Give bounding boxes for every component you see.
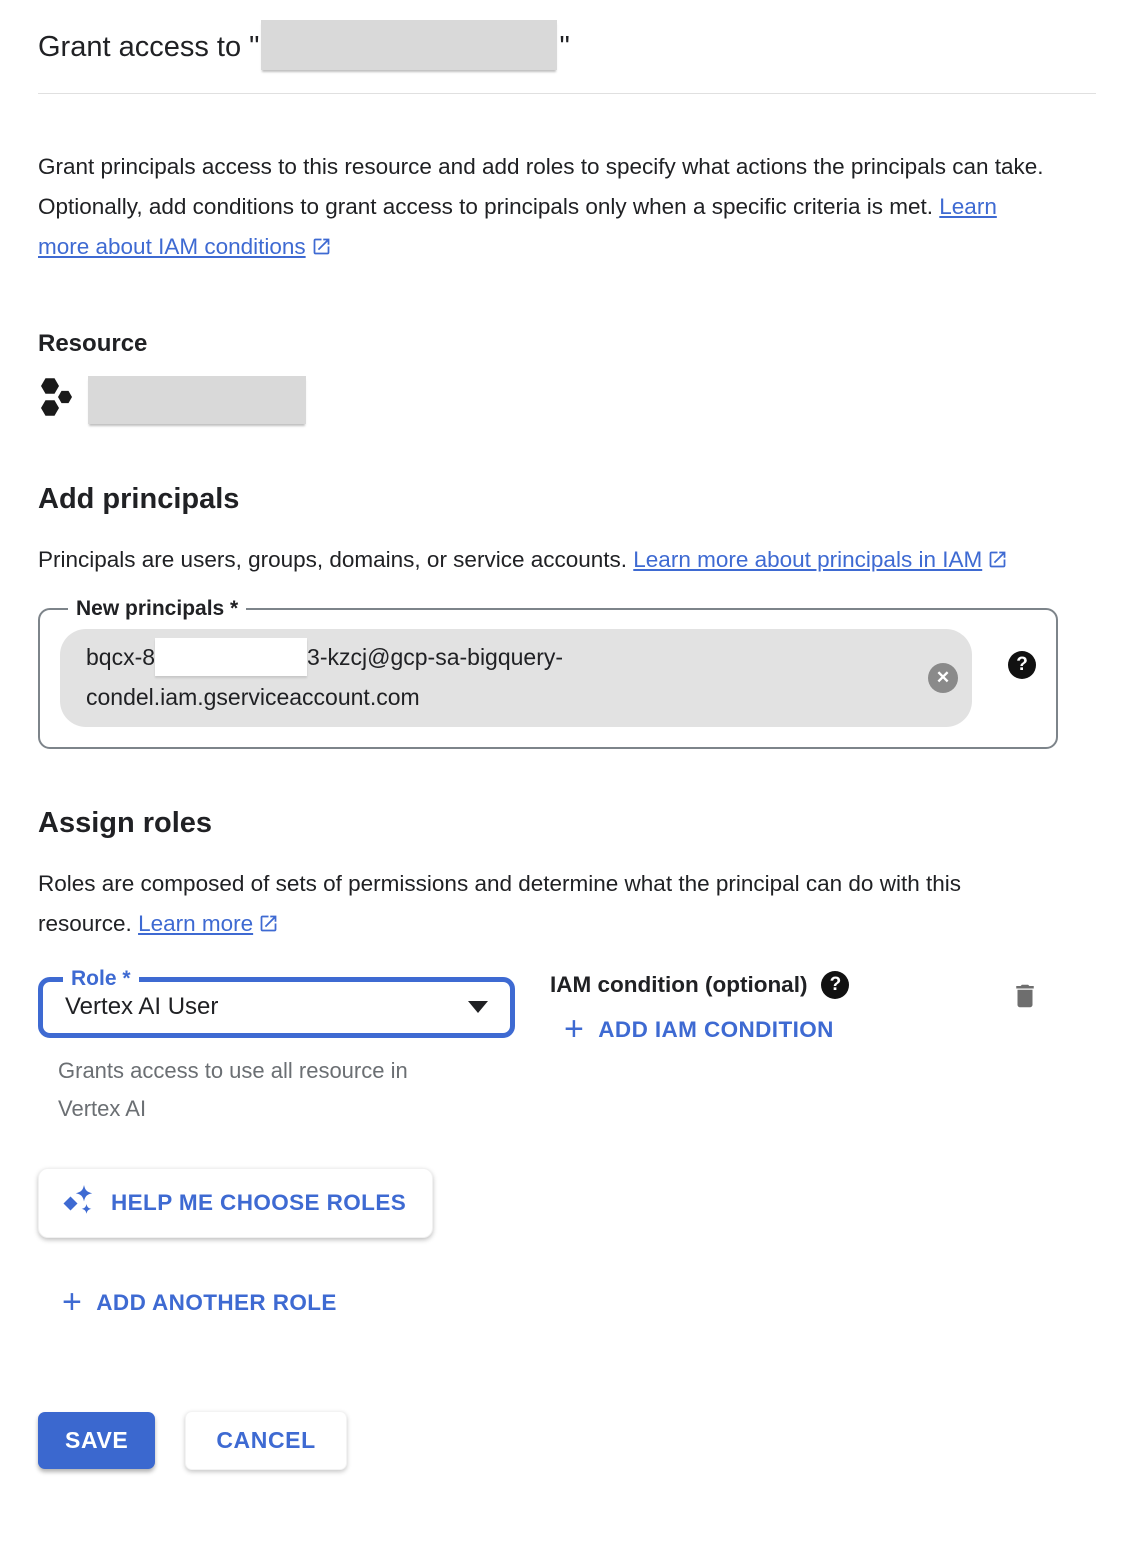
resource-row [38,374,1144,425]
add-another-role-button[interactable] [62,1283,337,1321]
footer-actions [38,1411,1144,1470]
page-title [38,20,1096,73]
role-label: Role * [71,967,131,990]
chip-text-line2: condel.iam.gserviceaccount.com [86,684,420,710]
principals-input-row [60,629,1038,727]
iam-condition-help-button[interactable] [821,971,849,999]
title-redaction-box [261,20,557,70]
new-principals-label: New principals * [76,597,239,620]
help-icon: ? [829,974,842,995]
header [0,0,1144,94]
chip-redaction-box [155,638,307,676]
chip-text-suffix: 3-kzcj@gcp-sa-bigquery- [307,644,564,670]
add-another-role-label: ADD ANOTHER ROLE [96,1290,337,1315]
external-link-icon [258,907,279,947]
plus-icon: + [62,1283,83,1321]
trash-icon [1010,1001,1040,1016]
add-iam-condition-label: ADD IAM CONDITION [598,1017,834,1042]
role-row [38,967,1096,1128]
role-select[interactable] [38,967,515,1038]
iam-condition-column [550,967,1010,1046]
intro-description: Grant principals access to this resource and add roles to specify what actions the principals can take. Optionally, add conditions to grant access to principals only when a specific criteria is met. [38,154,1044,219]
add-principals-heading: Add principals [38,483,240,515]
external-link-icon [987,543,1008,583]
delete-role-column [1010,979,1040,1018]
close-icon: ✕ [935,668,951,687]
help-me-choose-roles-label: HELP ME CHOOSE ROLES [111,1190,407,1215]
new-principals-field[interactable] [38,597,1058,749]
principals-learn-more-label: Learn more about principals in IAM [633,547,983,572]
delete-role-button[interactable] [1010,979,1040,1016]
principals-help-button[interactable] [1008,651,1036,679]
hexagon-cluster-icon [38,374,76,425]
role-value-row [61,991,492,1025]
plus-icon: + [564,1010,585,1048]
dropdown-caret-icon [468,1001,488,1013]
roles-learn-more-label: Learn more [138,911,254,936]
iam-condition-label: IAM condition (optional) [550,972,808,997]
principals-description [38,540,1050,583]
header-divider [38,93,1096,94]
help-icon: ? [1016,654,1028,675]
roles-description-text: Roles are composed of sets of permissions and determine what the principal can do with this resource. [38,871,961,936]
external-link-icon [311,230,332,270]
help-me-choose-roles-button[interactable] [38,1168,433,1238]
roles-learn-more-link[interactable] [138,911,279,936]
chip-text-prefix: bqcx-8 [86,644,156,670]
role-column [38,967,515,1128]
chip-remove-button[interactable] [928,663,958,693]
add-iam-condition-button[interactable] [564,1010,834,1048]
principals-learn-more-link[interactable] [633,547,1008,572]
role-helper-text: Grants access to use all resource in Vertex AI [58,1058,408,1121]
assign-roles-heading: Assign roles [38,807,213,839]
save-button[interactable]: SAVE [38,1412,155,1469]
role-value: Vertex AI User [65,993,219,1020]
principals-description-text: Principals are users, groups, domains, or service accounts. [38,547,628,572]
resource-heading: Resource [38,330,148,357]
cancel-button[interactable]: CANCEL [185,1411,346,1470]
principal-chip[interactable] [60,629,972,727]
iam-condition-label-row [550,971,1010,999]
iam-conditions-link-label: Learn more about IAM conditions [38,194,997,259]
intro-text [38,147,1050,270]
roles-description [38,864,1050,947]
page-title-prefix: Grant access to " [38,31,260,63]
page-title-suffix: " [559,31,570,63]
sparkle-icon [61,1183,95,1223]
resource-redaction-box [88,376,306,424]
